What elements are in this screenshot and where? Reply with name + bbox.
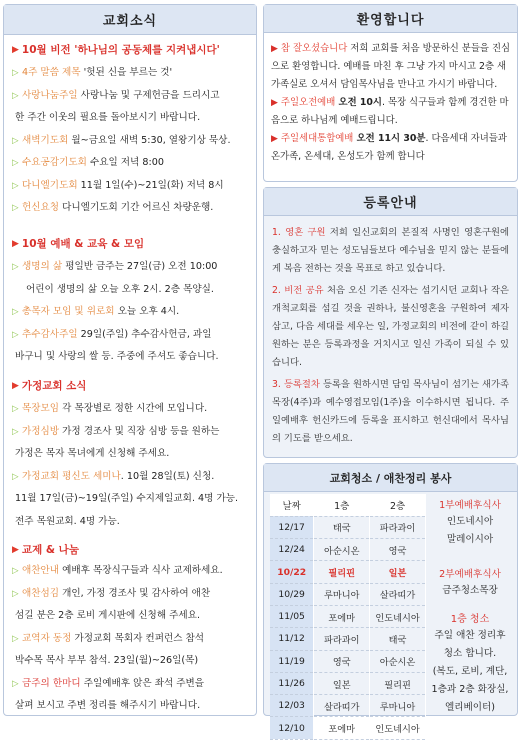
table-row bbox=[270, 717, 426, 739]
triangle-icon: ▶ bbox=[271, 134, 278, 144]
list-item: ▷ 목장모임 각 목장별로 정한 시간에 모입니다. bbox=[12, 398, 250, 421]
triangle-icon: ▶ bbox=[271, 98, 278, 108]
table-row bbox=[270, 539, 426, 561]
list-item: ▷ 다니엘기도회 11월 1일(수)~21일(화) 저녁 8시 bbox=[12, 175, 250, 198]
floor2-cell: 살라띠가 bbox=[370, 583, 426, 605]
registration-title: 등록안내 bbox=[264, 188, 517, 216]
table-row bbox=[270, 605, 426, 627]
cleaning-duty-line: (복도, 로비, 계단, bbox=[432, 666, 508, 677]
news-section-fellowship bbox=[12, 543, 250, 718]
triangle-icon: ▶ bbox=[12, 381, 19, 391]
cleaning-duty-line: 엘리베이터) bbox=[444, 702, 496, 713]
list-item: ▷ 추수감사주일 29일(주일) 추수감사헌금, 과일 bbox=[12, 324, 250, 347]
list-item-continuation: 살펴 보시고 주변 정리를 해주시기 바랍니다. bbox=[15, 700, 201, 711]
section-heading: ▶ 가정교회 소식 bbox=[12, 380, 87, 392]
triangle-bullet-icon: ▷ bbox=[12, 566, 19, 576]
triangle-bullet-icon: ▷ bbox=[12, 90, 19, 101]
list-item: ▷ 금주의 한마디 주일예배후 앉은 좌석 주변을 bbox=[12, 673, 250, 696]
registration-paragraph: 1. 영혼 구원 저희 일신교회의 본질적 사명인 영혼구원에 충실하고자 믿는 성도님들보다 예수님을 믿지 않는 분들에게 복음 전하는 것을 목표로 하고 있습니다. bbox=[272, 227, 509, 274]
triangle-bullet-icon: ▷ bbox=[12, 135, 19, 146]
list-item: ▷ 애찬섬김 개인, 가정 경조사 및 감사하여 애찬 bbox=[12, 583, 250, 606]
list-item: ▷ 가정교회 평신도 세미나. 10월 28일(토) 신청. bbox=[12, 466, 250, 489]
news-section-house-church bbox=[12, 379, 250, 533]
cleaning-panel bbox=[263, 463, 518, 736]
meal-duty-heading: 1부예배후식사 bbox=[439, 500, 501, 511]
triangle-bullet-icon: ▷ bbox=[12, 307, 19, 317]
triangle-bullet-icon: ▷ bbox=[12, 68, 19, 78]
floor1-cell: 필리핀 bbox=[314, 561, 370, 583]
meal-duty-heading: 2부예배후식사 bbox=[439, 569, 501, 580]
church-news-panel bbox=[3, 4, 257, 716]
welcome-paragraph: ▶ 참 잘오셨습니다 저희 교회를 처음 방문하신 분들을 진심으로 환영합니다. 예배를 마친 후 그냥 가지 마시고 2층 새가족실로 오셔서 담임목사님을 만나고 가시기 바랍니다. bbox=[271, 43, 511, 90]
news-section-vision bbox=[12, 43, 250, 220]
triangle-icon: ▶ bbox=[12, 239, 19, 249]
list-item: ▷ 새벽기도회 월~금요일 새벽 5:30, 열왕기상 묵상. bbox=[12, 130, 250, 153]
table-row bbox=[270, 672, 426, 694]
triangle-bullet-icon: ▷ bbox=[12, 404, 19, 414]
floor1-cell: 태국 bbox=[314, 516, 370, 538]
floor2-cell: 루마니아 bbox=[370, 695, 426, 717]
triangle-icon: ▶ bbox=[12, 545, 19, 555]
news-section-worship bbox=[12, 237, 250, 369]
cleaning-duty-line: 청소 합니다. bbox=[443, 648, 497, 659]
list-item: ▷ 교역자 동정 가정교회 목회자 컨퍼런스 참석 bbox=[12, 628, 250, 651]
registration-paragraph: 3. 등록절차 등록을 원하시면 담임 목사님이 섬기는 새가족목장(4주)과 예수영접모임(1주)을 이수하시면 됩니다. 주일예배후 헌신카드에 등록을 표시하고 헌신대에서 목사님의 기도를 받으세요. bbox=[272, 379, 509, 444]
list-item: ▷ 사랑나눔주일 사랑나눔 및 구제헌금을 드리시고 bbox=[12, 85, 250, 108]
list-item: ▷ 총목자 모임 및 위로회 오늘 오후 4시. bbox=[12, 301, 250, 324]
triangle-bullet-icon: ▷ bbox=[12, 426, 19, 437]
date-cell: 12/03 bbox=[270, 695, 314, 717]
table-row bbox=[270, 695, 426, 717]
table-row bbox=[270, 650, 426, 672]
date-cell: 11/05 bbox=[270, 605, 314, 627]
date-cell: 12/10 bbox=[270, 717, 314, 739]
triangle-bullet-icon: ▷ bbox=[12, 203, 19, 213]
table-row bbox=[270, 583, 426, 605]
list-item-continuation: 바구니 및 사랑의 쌀 등. 주중에 주셔도 좋습니다. bbox=[15, 351, 219, 362]
column-header: 1층 bbox=[314, 494, 370, 516]
meal-duty-line: 금주청소목장 bbox=[442, 585, 498, 596]
table-row bbox=[270, 561, 426, 583]
triangle-bullet-icon: ▷ bbox=[12, 633, 19, 644]
registration-panel bbox=[263, 187, 518, 458]
cleaning-duty-line: 주일 애찬 정리후 bbox=[434, 630, 506, 641]
floor1-cell: 포에마 bbox=[314, 717, 370, 739]
section-heading: ▶ 10월 비전 '하나님의 공동체를 지켜냅시다' bbox=[12, 44, 220, 56]
meal-duty-column bbox=[427, 498, 513, 717]
date-cell: 10/22 bbox=[270, 561, 314, 583]
cleaning-duty-line: 1층과 2층 화장실, bbox=[431, 684, 509, 695]
list-item: ▷ 가정심방 가정 경조사 및 직장 심방 등을 원하는 bbox=[12, 421, 250, 444]
date-cell: 12/17 bbox=[270, 516, 314, 538]
triangle-bullet-icon: ▷ bbox=[12, 588, 19, 599]
list-item-continuation: 전주 목원교회. 4명 가능. bbox=[15, 515, 120, 527]
list-item: ▷ 수요공감기도회 수요일 저녁 8:00 bbox=[12, 152, 250, 175]
column-header: 2층 bbox=[370, 494, 426, 516]
floor2-cell: 아순시온 bbox=[370, 650, 426, 672]
list-item-continuation: 섬길 분은 2층 로비 게시판에 신청해 주세요. bbox=[15, 610, 200, 621]
table-header-row bbox=[270, 494, 426, 516]
welcome-panel bbox=[263, 4, 518, 182]
date-cell: 12/24 bbox=[270, 539, 314, 561]
floor1-cell: 영국 bbox=[314, 650, 370, 672]
date-cell: 10/29 bbox=[270, 583, 314, 605]
floor2-cell: 영국 bbox=[370, 539, 426, 561]
list-item: ▷ 헌신요청 다니엘기도회 기간 어르신 차량운행. bbox=[12, 197, 250, 220]
church-news-title: 교회소식 bbox=[4, 5, 256, 35]
section-heading: ▶ 10월 예배 & 교육 & 모임 bbox=[12, 238, 145, 250]
meal-duty-line: 인도네시아 bbox=[446, 516, 494, 527]
floor2-cell: 일본 bbox=[370, 561, 426, 583]
list-item-continuation: 박수목 목사 부부 참석. 23일(월)~26일(목) bbox=[15, 655, 199, 666]
floor2-cell: 태국 bbox=[370, 628, 426, 650]
triangle-icon: ▶ bbox=[12, 45, 19, 55]
table-row bbox=[270, 516, 426, 538]
floor1-cell: 살라띠가 bbox=[314, 695, 370, 717]
right-column bbox=[263, 4, 518, 736]
cleaning-schedule-table bbox=[270, 494, 426, 740]
floor2-cell: 인도네시아 bbox=[370, 717, 426, 739]
section-heading: ▶ 교제 & 나눔 bbox=[12, 544, 79, 556]
list-item: ▷ 생명의 삶 평일반 금주는 27일(금) 오전 10:00 bbox=[12, 256, 250, 279]
list-item: ▷ 애찬안내 예배후 목장식구들과 식사 교제하세요. bbox=[12, 560, 250, 583]
floor2-cell: 파라과이 bbox=[370, 516, 426, 538]
list-item-continuation: 11월 17일(금)~19일(주일) 수지제일교회. 4명 가능. bbox=[15, 493, 239, 504]
triangle-bullet-icon: ▷ bbox=[12, 329, 19, 340]
floor1-cell: 일본 bbox=[314, 672, 370, 694]
table-row bbox=[270, 628, 426, 650]
registration-paragraph: 2. 비전 공유 처음 오신 기존 신자는 섬기시던 교회나 작은 개척교회를 섬길 것을 권하나, 불신영혼을 구원하여 제자 삼고, 다음 세대를 세우는 일, 가정교회의 비전에 같이 하길 원하는 분은 등록과정을 거치시고 일신 가족이 되실 수 있습니다. bbox=[272, 285, 509, 368]
cleaning-duty-heading: 1층 청소 bbox=[450, 614, 490, 625]
triangle-bullet-icon: ▷ bbox=[12, 158, 19, 168]
list-item-continuation: 어린이 생명의 삶 오늘 오후 2시. 2층 목양실. bbox=[26, 283, 214, 295]
floor1-cell: 포에마 bbox=[314, 605, 370, 627]
triangle-icon: ▶ bbox=[271, 44, 278, 54]
date-cell: 11/26 bbox=[270, 672, 314, 694]
triangle-bullet-icon: ▷ bbox=[12, 262, 19, 272]
date-cell: 11/12 bbox=[270, 628, 314, 650]
floor2-cell: 인도네시아 bbox=[370, 605, 426, 627]
date-cell: 11/19 bbox=[270, 650, 314, 672]
list-item: ▷ 4주 말씀 제목 '헛된 신을 부르는 것' bbox=[12, 62, 250, 85]
triangle-bullet-icon: ▷ bbox=[12, 471, 19, 482]
meal-duty-line: 말레이시아 bbox=[446, 534, 494, 545]
welcome-title: 환영합니다 bbox=[264, 5, 517, 33]
welcome-paragraph: ▶ 주일세대통합예배 오전 11시 30분. 다음세대 자녀들과 온가족, 온세대, 온성도가 함께 합니다 bbox=[271, 133, 507, 162]
column-header: 날짜 bbox=[270, 494, 314, 516]
triangle-bullet-icon: ▷ bbox=[12, 678, 19, 689]
welcome-paragraph: ▶ 주일오전예배 오전 10시. 목장 식구들과 함께 경건한 마음으로 하나님께 예배드립니다. bbox=[271, 97, 509, 126]
list-item-continuation: 한 주간 이웃의 필요를 돌아보시기 바랍니다. bbox=[15, 112, 201, 123]
triangle-bullet-icon: ▷ bbox=[12, 180, 19, 191]
floor1-cell: 루마니아 bbox=[314, 583, 370, 605]
cleaning-title: 교회청소 / 애찬정리 봉사 bbox=[264, 464, 517, 492]
floor2-cell: 필리핀 bbox=[370, 672, 426, 694]
floor1-cell: 아순시온 bbox=[314, 539, 370, 561]
floor1-cell: 파라과이 bbox=[314, 628, 370, 650]
list-item-continuation: 가정은 목자 목녀에게 신청해 주세요. bbox=[15, 448, 170, 459]
